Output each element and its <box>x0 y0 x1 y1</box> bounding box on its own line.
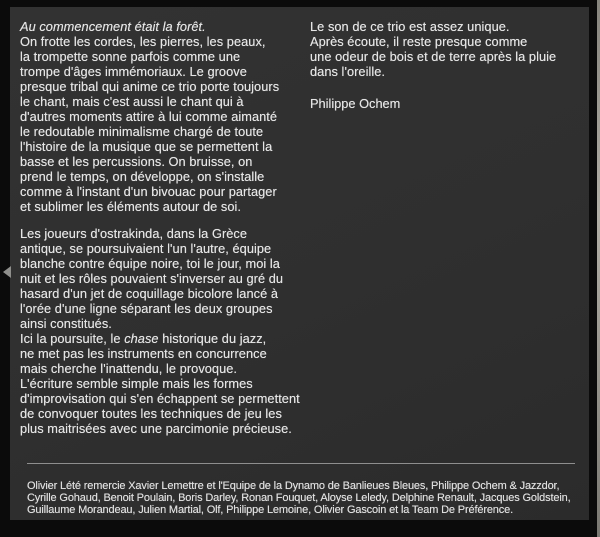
opening-italic-line: Au commencement était la forêt. <box>20 19 206 34</box>
text-line: d'improvisation qui s'en échappent se permettent <box>20 391 300 406</box>
text-line: une odeur de bois et de terre après la pluie <box>310 49 557 64</box>
text-line: de convoquer toutes les techniques de jeu les <box>20 406 282 421</box>
text-line: Guillaume Morandeau, Julien Martial, Olf, Philippe Lemoine, Olivier Gascoin et la Team De Préférence. <box>27 504 513 517</box>
text-line: Les joueurs d'ostrakinda, dans la Grèce <box>20 226 248 241</box>
paragraph-2 <box>20 226 312 436</box>
text-line: comme à l'instant d'un bivouac pour partager <box>20 184 277 199</box>
text-line: prend le temps, on développe, on s'installe <box>20 169 265 184</box>
page-edge-marker-icon <box>3 266 11 278</box>
chase-line-post: historique du jazz, <box>158 331 267 346</box>
text-line: plus maitrisées avec une parcimonie précieuse. <box>20 421 292 436</box>
credits-block <box>27 480 587 516</box>
text-line: On frotte les cordes, les pierres, les peaux, <box>20 34 266 49</box>
text-line: blanche contre équipe noire, toi le jour, moi la <box>20 256 280 271</box>
paragraph-2-lines-b <box>20 346 312 436</box>
text-line: presque tribal qui anime ce trio porte toujours <box>20 79 280 94</box>
text-line: Après écoute, il reste presque comme <box>310 34 528 49</box>
paragraph-2-lines-a <box>20 226 312 331</box>
text-line: la trompette sonne parfois comme une <box>20 49 241 64</box>
text-line: hasard d'un jet de coquillage bicolore lancé à <box>20 286 279 301</box>
text-line: dans l'oreille. <box>310 64 386 79</box>
text-line: Le son de ce trio est assez unique. <box>310 19 510 34</box>
quote-paragraph <box>310 19 586 79</box>
paragraph-1-lines <box>20 34 312 214</box>
chase-line-pre: Ici la poursuite, le <box>20 331 125 346</box>
text-line: trompe d'âges immémoriaux. Le groove <box>20 64 247 79</box>
text-line: le chant, mais c'est aussi le chant qui à <box>20 94 244 109</box>
text-line: L'écriture semble simple mais les formes <box>20 376 253 391</box>
right-text-column <box>310 19 586 111</box>
text-line: d'autres moments attire à lui comme aimanté <box>20 109 278 124</box>
text-line: Olivier Lété remercie Xavier Lemettre et l'Equipe de la Dynamo de Banlieues Bleues, Philippe Ochem & Jazzdor, <box>27 480 560 492</box>
text-line: mais cherche l'inattendu, le provoque. <box>20 361 238 376</box>
text-line: basse et les percussions. On bruisse, on <box>20 154 253 169</box>
booklet-page <box>10 7 589 520</box>
credit-lines <box>27 480 587 516</box>
chase-line <box>20 331 312 346</box>
text-line: le redoutable minimalisme chargé de toute <box>20 124 264 139</box>
text-line: nuit et les rôles pouvaient s'inverser au gré du <box>20 271 284 286</box>
quote-lines <box>310 19 586 79</box>
text-line: ainsi constitués. <box>20 316 112 331</box>
paragraph-1 <box>20 19 312 214</box>
chase-word-italic: chase <box>124 331 159 346</box>
text-line: l'histoire de la musique que se permettent la <box>20 139 273 154</box>
text-line: et sublimer les éléments autour de soi. <box>20 199 242 214</box>
author-name: Philippe Ochem <box>310 96 401 111</box>
text-line: antique, se poursuivaient l'un l'autre, équipe <box>20 241 272 256</box>
left-text-column <box>20 19 312 436</box>
text-line: Cyrille Gohaud, Benoit Poulain, Boris Darley, Ronan Fouquet, Aloyse Leledy, Delphine Renault, Jacques Goldstein, <box>27 492 571 505</box>
text-line: l'orée d'une ligne séparant les deux groupes <box>20 301 273 316</box>
divider-line <box>27 463 575 464</box>
text-line: ne met pas les instruments en concurrence <box>20 346 267 361</box>
